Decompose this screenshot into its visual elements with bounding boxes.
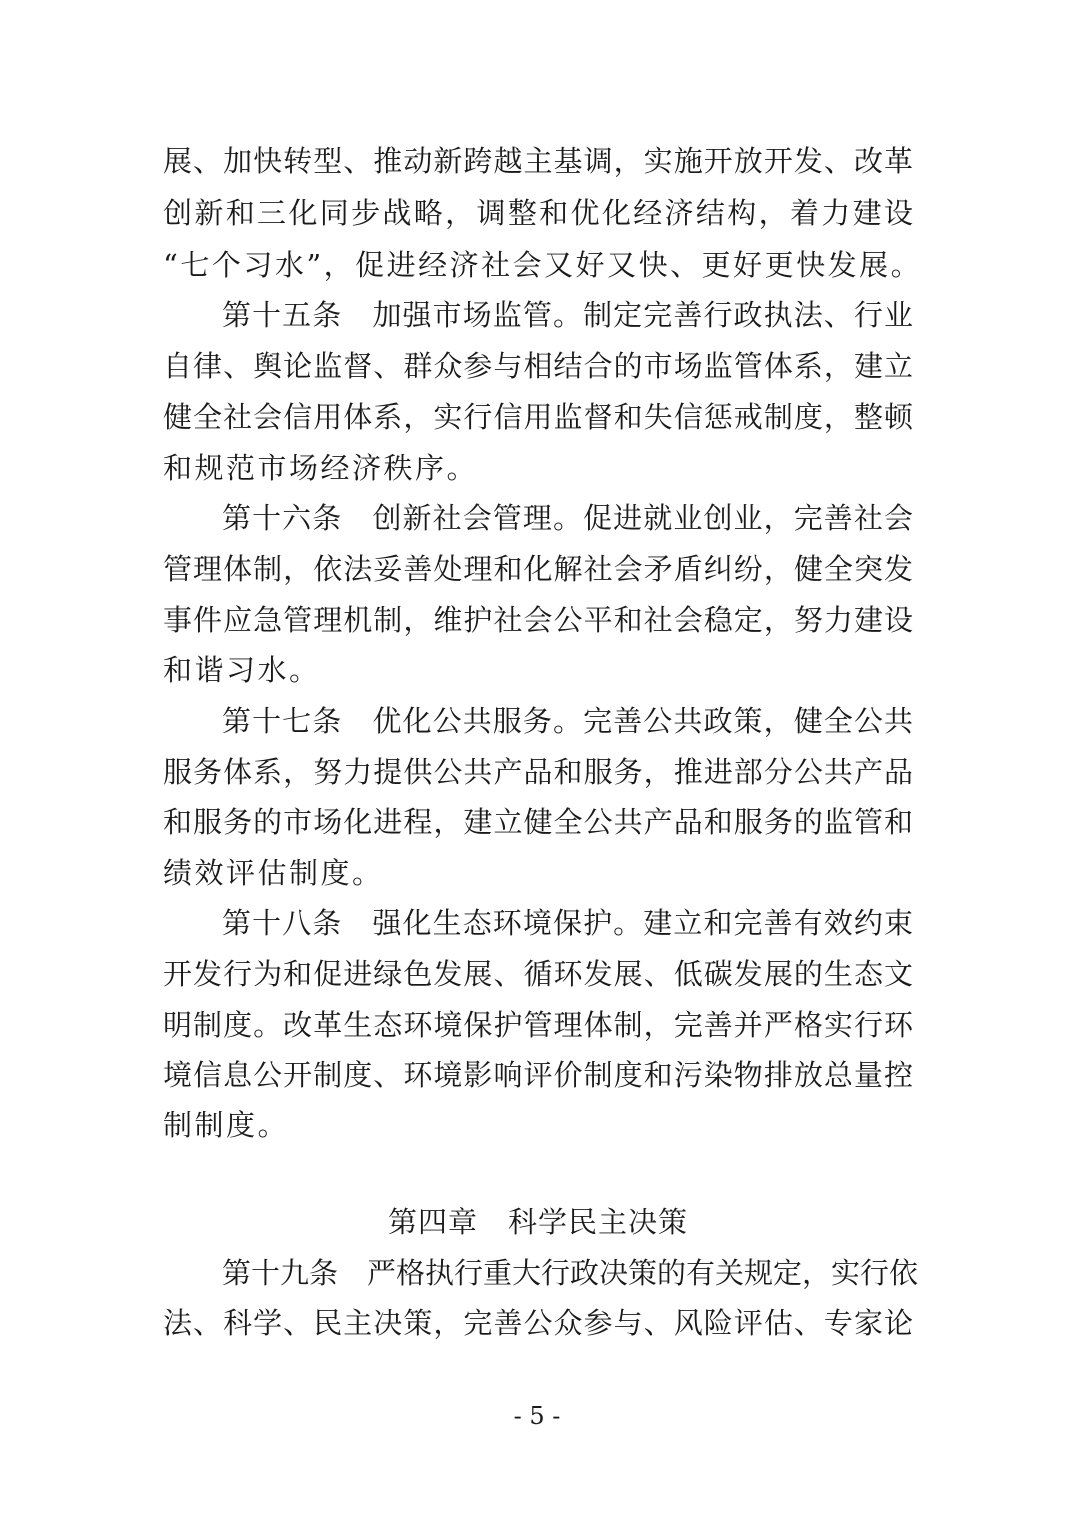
text-line: 制制度。 [163,1108,290,1142]
article-18-heading-line: 第十八条 强化生态环境保护。建立和完善有效约束 [222,906,913,940]
chapter-title: 第四章 科学民主决策 [387,1205,688,1239]
text-line: 和规范市场经济秩序。 [163,451,479,485]
article-19-heading-line: 第十九条 严格执行重大行政决策的有关规定，实行依 [222,1256,919,1290]
text-line: 明制度。改革生态环境保护管理体制，完善并严格实行环 [163,1008,913,1042]
text-line: 管理体制，依法妥善处理和化解社会矛盾纠纷，健全突发 [163,552,913,586]
article-15-heading-line: 第十五条 加强市场监管。制定完善行政执法、行业 [222,298,913,332]
article-17-heading-line: 第十七条 优化公共服务。完善公共政策，健全公共 [222,704,913,738]
text-line: 法、科学、民主决策，完善公众参与、风险评估、专家论 [163,1306,913,1340]
text-line: 开发行为和促进绿色发展、循环发展、低碳发展的生态文 [163,957,913,991]
article-16-heading-line: 第十六条 创新社会管理。促进就业创业，完善社会 [222,501,913,535]
text-line: 境信息公开制度、环境影响评价制度和污染物排放总量控 [163,1058,913,1092]
text-line: 健全社会信用体系，实行信用监督和失信惩戒制度，整顿 [163,400,913,434]
text-line: 服务体系，努力提供公共产品和服务，推进部分公共产品 [163,755,913,789]
text-line: 展、加快转型、推动新跨越主基调，实施开放开发、改革 [163,144,913,178]
text-line: 创新和三化同步战略，调整和优化经济结构，着力建设 [163,196,913,230]
text-line: 和谐习水。 [163,653,321,687]
page-number: - 5 - [513,1402,561,1430]
text-line: “七个习水”，促进经济社会又好又快、更好更快发展。 [163,248,923,282]
text-line: 自律、舆论监督、群众参与相结合的市场监管体系，建立 [163,349,913,383]
text-line: 事件应急管理机制，维护社会公平和社会稳定，努力建设 [163,603,913,637]
text-line: 和服务的市场化进程，建立健全公共产品和服务的监管和 [163,805,913,839]
text-line: 绩效评估制度。 [163,856,384,890]
